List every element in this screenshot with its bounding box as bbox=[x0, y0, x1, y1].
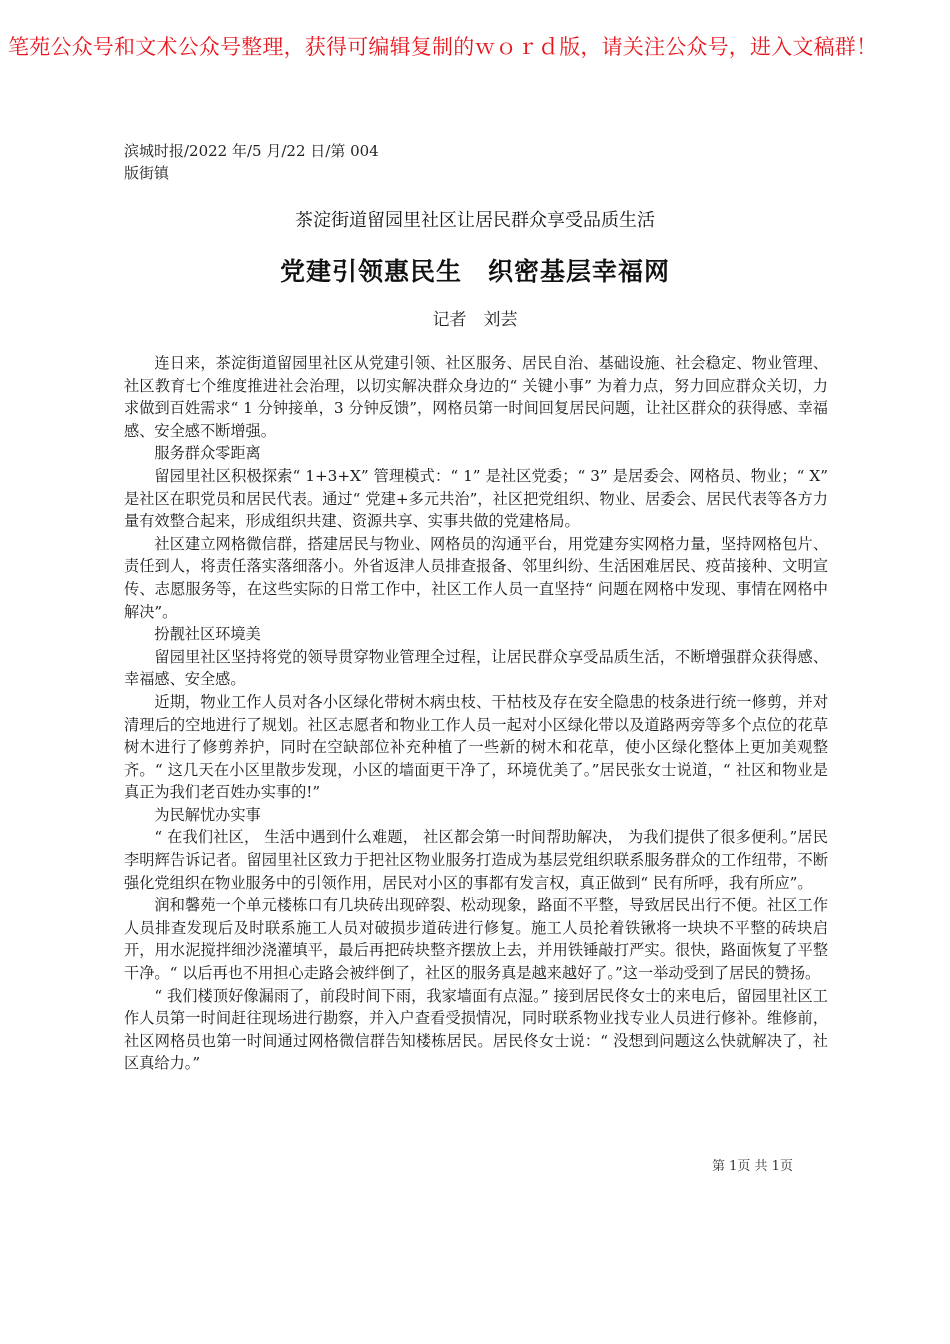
source-line-1: 滨城时报/2022 年/5 月/22 日/第 004 bbox=[124, 142, 379, 160]
section-heading: 扮靓社区环境美 bbox=[154, 625, 261, 644]
paragraph: 连日来，茶淀街道留园里社区从党建引领、社区服务、居民自治、基础设施、社会稳定、物业管理、社区教育七个维度推进社会治理，以切实解决群众身边的“ 关键小事” 为着力点，努力回应群众关切，力求做到百姓需求“ 1 分钟接单，3 分钟反馈”，网格员第一时间回复居民问题，让社区群众的获得感、幸福感、安全感不断增强。 bbox=[124, 354, 828, 440]
page-number: 第 1页 共 1页 bbox=[712, 1159, 793, 1174]
section-heading: 服务群众零距离 bbox=[154, 444, 261, 463]
article-body bbox=[124, 352, 828, 1075]
source-info bbox=[124, 140, 424, 184]
paragraph: “ 我们楼顶好像漏雨了，前段时间下雨，我家墙面有点湿。” 接到居民佟女士的来电后，留园里社区工作人员第一时间赶往现场进行勘察，并入户查看受损情况，同时联系物业找专业人员进行修补。维修前，社区网格员也第一时间通过网格微信群告知楼栋居民。居民佟女士说：“ 没想到问题这么快就解决了，社区真给力。” bbox=[124, 986, 828, 1073]
paragraph: 留园里社区积极探索“ 1+3+X” 管理模式：“ 1” 是社区党委；“ 3” 是居委会、网格员、物业；“ X” 是社区在职党员和居民代表。通过“ 党建+多元共治”，社区把党组织、物业、居委会、居民代表等各方力量有效整合起来，形成组织共建、资源共享、实事共做的党建格局。 bbox=[124, 466, 828, 531]
paragraph: 近期，物业工作人员对各小区绿化带树木病虫枝、干枯枝及存在安全隐患的枝条进行统一修剪，并对清理后的空地进行了规划。社区志愿者和物业工作人员一起对小区绿化带以及道路两旁等多个点位的花草树木进行了修剪养护，同时在空缺部位补充种植了一些新的树木和花草，使小区绿化整体上更加美观整齐。“ 这几天在小区里散步发现，小区的墙面更干净了，环境优美了。”居民张女士说道，“ 社区和物业是真正为我们老百姓办实事的!” bbox=[124, 692, 828, 802]
promo-banner: 笔苑公众号和文术公众号整理，获得可编辑复制的ｗｏｒｄ版，请关注公众号，进入文稿群！ bbox=[8, 35, 878, 59]
paragraph: “ 在我们社区， 生活中遇到什么难题， 社区都会第一时间帮助解决， 为我们提供了很多便利。”居民李明辉告诉记者。留园里社区致力于把社区物业服务打造成为基层党组织联系服务群众的工作纽带，不断强化党组织在物业服务中的引领作用，居民对小区的事都有发言权，真正做到“ 民有所呼，我有所应”。 bbox=[124, 828, 828, 892]
paragraph: 润和馨苑一个单元楼栋口有几块砖出现碎裂、松动现象，路面不平整，导致居民出行不便。社区工作人员排查发现后及时联系施工人员对破损步道砖进行修复。施工人员抡着铁锹将一块块不平整的砖块启开，用水泥搅拌细沙浇灌填平，最后再把砖块整齐摆放上去，并用铁锤敲打严实。很快，路面恢复了平整干净。“ 以后再也不用担心走路会被绊倒了，社区的服务真是越来越好了。”这一举动受到了居民的赞扬。 bbox=[124, 896, 828, 983]
article-title: 党建引领惠民生 织密基层幸福网 bbox=[279, 257, 670, 286]
source-line-2: 版街镇 bbox=[124, 164, 170, 182]
paragraph: 留园里社区坚持将党的领导贯穿物业管理全过程，让居民群众享受品质生活，不断增强群众获得感、幸福感、安全感。 bbox=[124, 647, 828, 689]
article-byline: 记者 刘芸 bbox=[432, 310, 518, 330]
paragraph: 社区建立网格微信群，搭建居民与物业、网格员的沟通平台，用党建夯实网格力量，坚持网格包片、责任到人，将责任落实落细落小。外省返津人员排查报备、邻里纠纷、生活困难居民、疫苗接种、文明宣传、志愿服务等，在这些实际的日常工作中，社区工作人员一直坚持“ 问题在网格中发现、事情在网格中解决”。 bbox=[124, 534, 828, 621]
section-heading: 为民解忧办实事 bbox=[154, 805, 261, 824]
article-subtitle: 茶淀街道留园里社区让居民群众享受品质生活 bbox=[295, 210, 655, 231]
